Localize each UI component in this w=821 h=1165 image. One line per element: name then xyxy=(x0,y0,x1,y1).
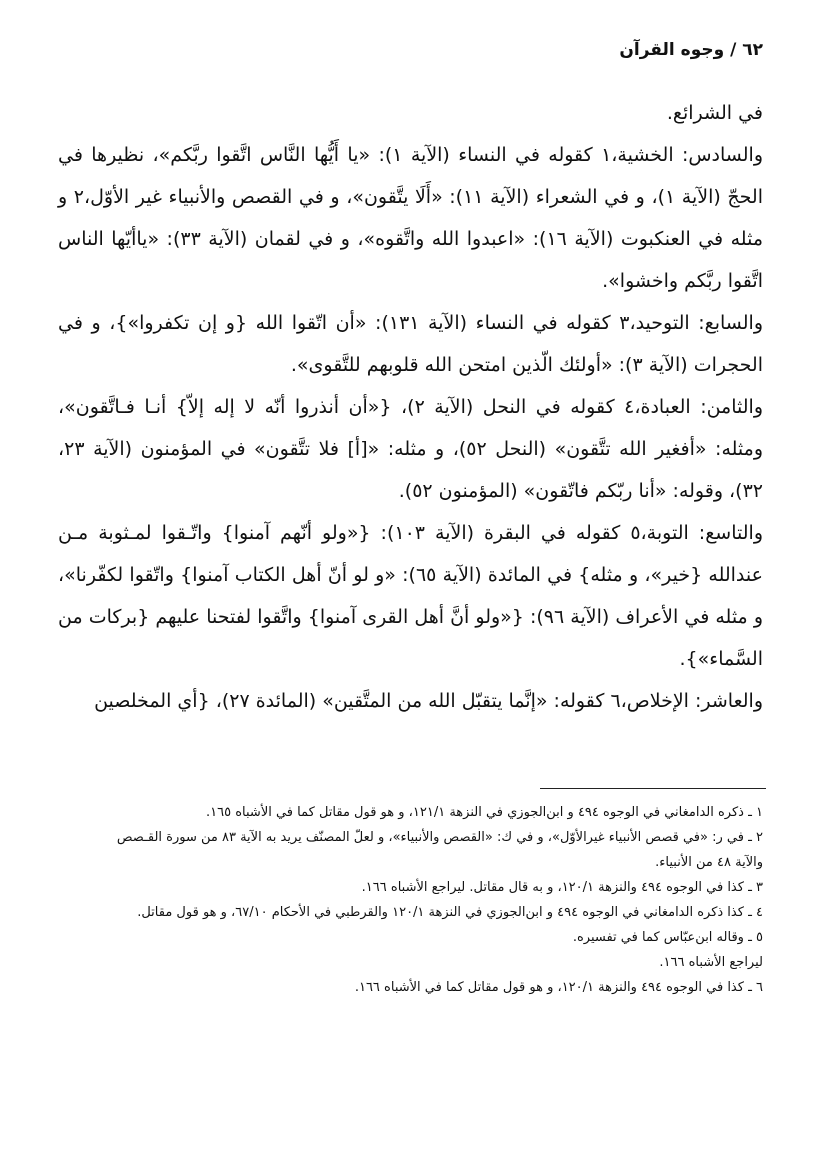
paragraph-2: والسادس: الخشية،١ كقوله في النساء (الآية ١): «يا أَيُّها النَّاس اتَّقوا ربَّكم»، نظيرها في الحجّ (الآية ١)، و في الشعراء (الآية ١١): «أَلَا يتَّقون»، و في القصص والأنبياء غير الأوّل،٢ و مثله في العنكبوت (الآية ١٦): «اعبدوا الله واتَّقوه»، و في لقمان (الآية ٣٣): «ياأيّها الناس اتَّقوا ربَّكم واخشوا». xyxy=(58,144,763,292)
footnote-4: ٤ ـ كذا ذكره الدامغاني في الوجوه ٤٩٤ و ابن‌الجوزي في النزهة ١٢٠/١ والقرطبي في الأحكام ٦٧/١٠، و هو قول مقاتل. xyxy=(137,905,763,920)
main-text xyxy=(58,92,763,722)
paragraph-6: والعاشر: الإخلاص،٦ كقوله: «إنَّما يتقبّل الله من المتَّقين» (المائدة ٢٧)، {أي المخلصين xyxy=(94,690,763,712)
paragraph-5: والتاسع: التوبة،٥ كقوله في البقرة (الآية ١٠٣): {«ولو أنّهم آمنوا} واتّـقوا لمـثوبة مـن عندالله {خير»، و مثله} في المائدة (الآية ٦٥): «و لو أنّ أهل الكتاب آمنوا} واتّقوا لكفّرنا»، و مثله في الأعراف (الآية ٩٦): {«ولو أنَّ أهل القرى آمنوا} واتَّقوا لفتحنا عليهم {بركات من السَّماء»}. xyxy=(58,522,763,670)
paragraph-4: والثامن: العبادة،٤ كقوله في النحل (الآية ٢)، {«أن أنذروا أنّه لا إله إلاّ} أنـا فـاتَّقون»، ومثله: «أفغير الله تتَّقون» (النحل ٥٢)، و مثله: «[أ] فلا تتَّقون» في المؤمنون (الآية ٢٣، ٣٢)، وقوله: «أنا ربّكم فاتّقون» (المؤمنون ٥٢). xyxy=(58,396,764,502)
footnote-divider xyxy=(540,788,766,789)
running-header: ٦٢ / وجوه القرآن xyxy=(619,40,763,60)
footnote-2: ٢ ـ في ر: «في قصص الأنبياء غيرالأوّل»، و في ك: «القصص والأنبياء»، و لعلّ المصنّف يريد به الآية ٨٣ من سورة القـصص xyxy=(116,830,763,845)
footnote-6: ٦ ـ كذا في الوجوه ٤٩٤ والنزهة ١٢٠/١، و هو قول مقاتل كما في الأشباه ١٦٦. xyxy=(354,980,763,995)
paragraph-1: في الشرائع. xyxy=(666,102,763,124)
footnote-1: ١ ـ ذكره الدامغاني في الوجوه ٤٩٤ و ابن‌الجوزي في النزهة ١٢١/١، و هو قول مقاتل كما في الأشباه ١٦٥. xyxy=(206,805,763,820)
footnotes xyxy=(50,800,763,1000)
footnote-2-cont: والآية ٤٨ من الأنبياء. xyxy=(655,855,763,870)
footnote-4-cont: ليراجع الأشباه ١٦٦. xyxy=(659,955,763,970)
paragraph-3: والسابع: التوحيد،٣ كقوله في النساء (الآية ١٣١): «أن اتّقوا الله {و إن تكفروا»}، و في الحجرات (الآية ٣): «أولئك الّذين امتحن الله قلوبهم للتَّقوى». xyxy=(58,312,763,376)
footnote-3: ٣ ـ كذا في الوجوه ٤٩٤ والنزهة ١٢٠/١، و به قال مقاتل. ليراجع الأشباه ١٦٦. xyxy=(361,880,763,895)
footnote-5: ٥ ـ وقاله ابن‌عبّاس كما في تفسيره. xyxy=(572,930,763,945)
